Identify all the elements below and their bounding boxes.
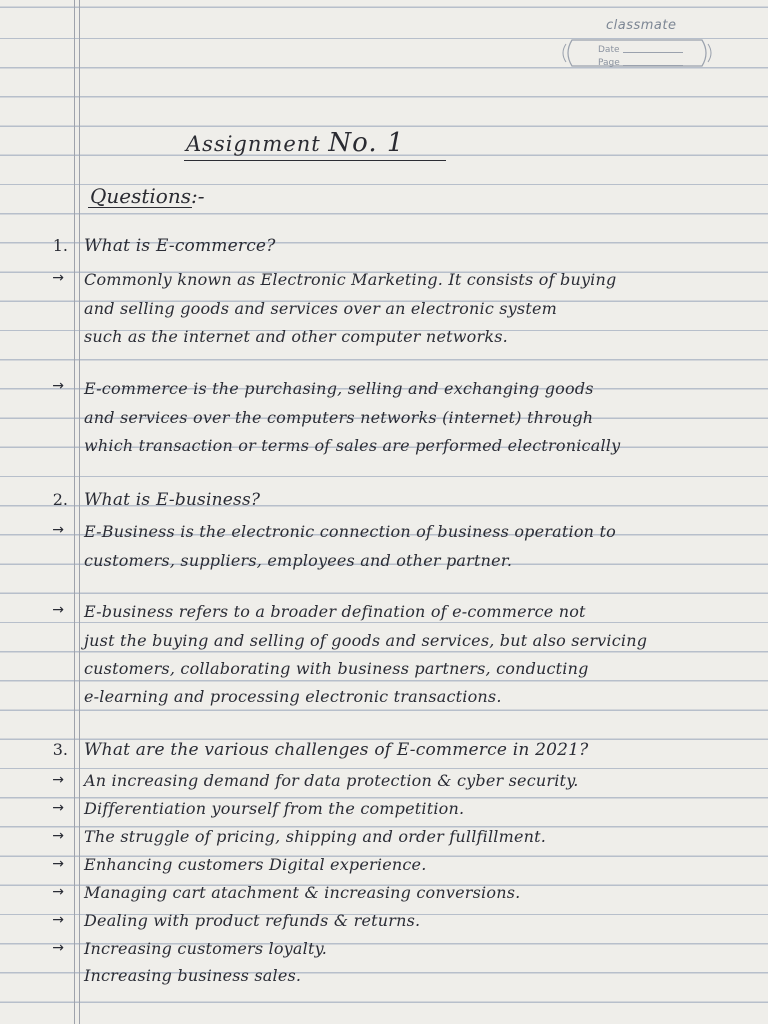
arrow-marker: →	[52, 884, 64, 900]
answer-line: Commonly known as Electronic Marketing. It consists of buying	[84, 270, 617, 289]
challenge-item: An increasing demand for data protection & cyber security.	[84, 771, 579, 790]
answer-line: and selling goods and services over an electronic system	[84, 299, 557, 318]
challenge-item: Enhancing customers Digital experience.	[84, 855, 427, 874]
arrow-marker: →	[52, 270, 64, 286]
question-2: What is E-business?	[84, 490, 261, 510]
date-field: Date	[598, 45, 683, 55]
answer-line: and services over the computers networks (internet) through	[84, 408, 594, 427]
title-underline	[184, 160, 446, 162]
challenge-item: Increasing business sales.	[84, 966, 302, 985]
brand-logo: classmate	[606, 18, 677, 33]
arrow-marker: →	[52, 828, 64, 844]
answer-line: E-business refers to a broader defination of e-commerce not	[84, 602, 586, 621]
date-page-box	[562, 34, 712, 72]
question-3: What are the various challenges of E-commerce in 2021?	[84, 740, 589, 760]
challenge-item: Increasing customers loyalty.	[84, 939, 328, 958]
challenge-item: Differentiation yourself from the competition.	[84, 799, 465, 818]
arrow-marker: →	[52, 800, 64, 816]
questions-heading: Questions:-	[90, 184, 205, 208]
answer-line: E-commerce is the purchasing, selling and exchanging goods	[84, 379, 594, 398]
question-number: 1.	[52, 236, 68, 255]
answer-line: customers, collaborating with business partners, conducting	[84, 659, 589, 678]
question-1: What is E-commerce?	[84, 236, 276, 256]
questions-underline	[88, 207, 192, 208]
answer-line: customers, suppliers, employees and other partner.	[84, 551, 513, 570]
arrow-marker: →	[52, 772, 64, 788]
answer-line: e-learning and processing electronic transactions.	[84, 687, 502, 706]
answer-line: E-Business is the electronic connection of business operation to	[84, 522, 616, 541]
arrow-marker: →	[52, 522, 64, 538]
challenge-item: The struggle of pricing, shipping and order fullfillment.	[84, 827, 547, 846]
arrow-marker: →	[52, 378, 64, 394]
arrow-marker: →	[52, 856, 64, 872]
question-number: 2.	[52, 490, 68, 509]
answer-line: just the buying and selling of goods and services, but also servicing	[84, 631, 648, 650]
question-number: 3.	[52, 740, 68, 759]
arrow-marker: →	[52, 912, 64, 928]
challenge-item: Dealing with product refunds & returns.	[84, 911, 421, 930]
challenge-item: Managing cart atachment & increasing conversions.	[84, 883, 521, 902]
answer-line: which transaction or terms of sales are performed electronically	[84, 436, 621, 455]
answer-line: such as the internet and other computer networks.	[84, 327, 508, 346]
assignment-title: Assignment No. 1	[186, 128, 405, 158]
arrow-marker: →	[52, 940, 64, 956]
margin-line	[79, 0, 80, 1024]
margin-line	[74, 0, 75, 1024]
page-field: Page	[598, 58, 683, 68]
arrow-marker: →	[52, 602, 64, 618]
